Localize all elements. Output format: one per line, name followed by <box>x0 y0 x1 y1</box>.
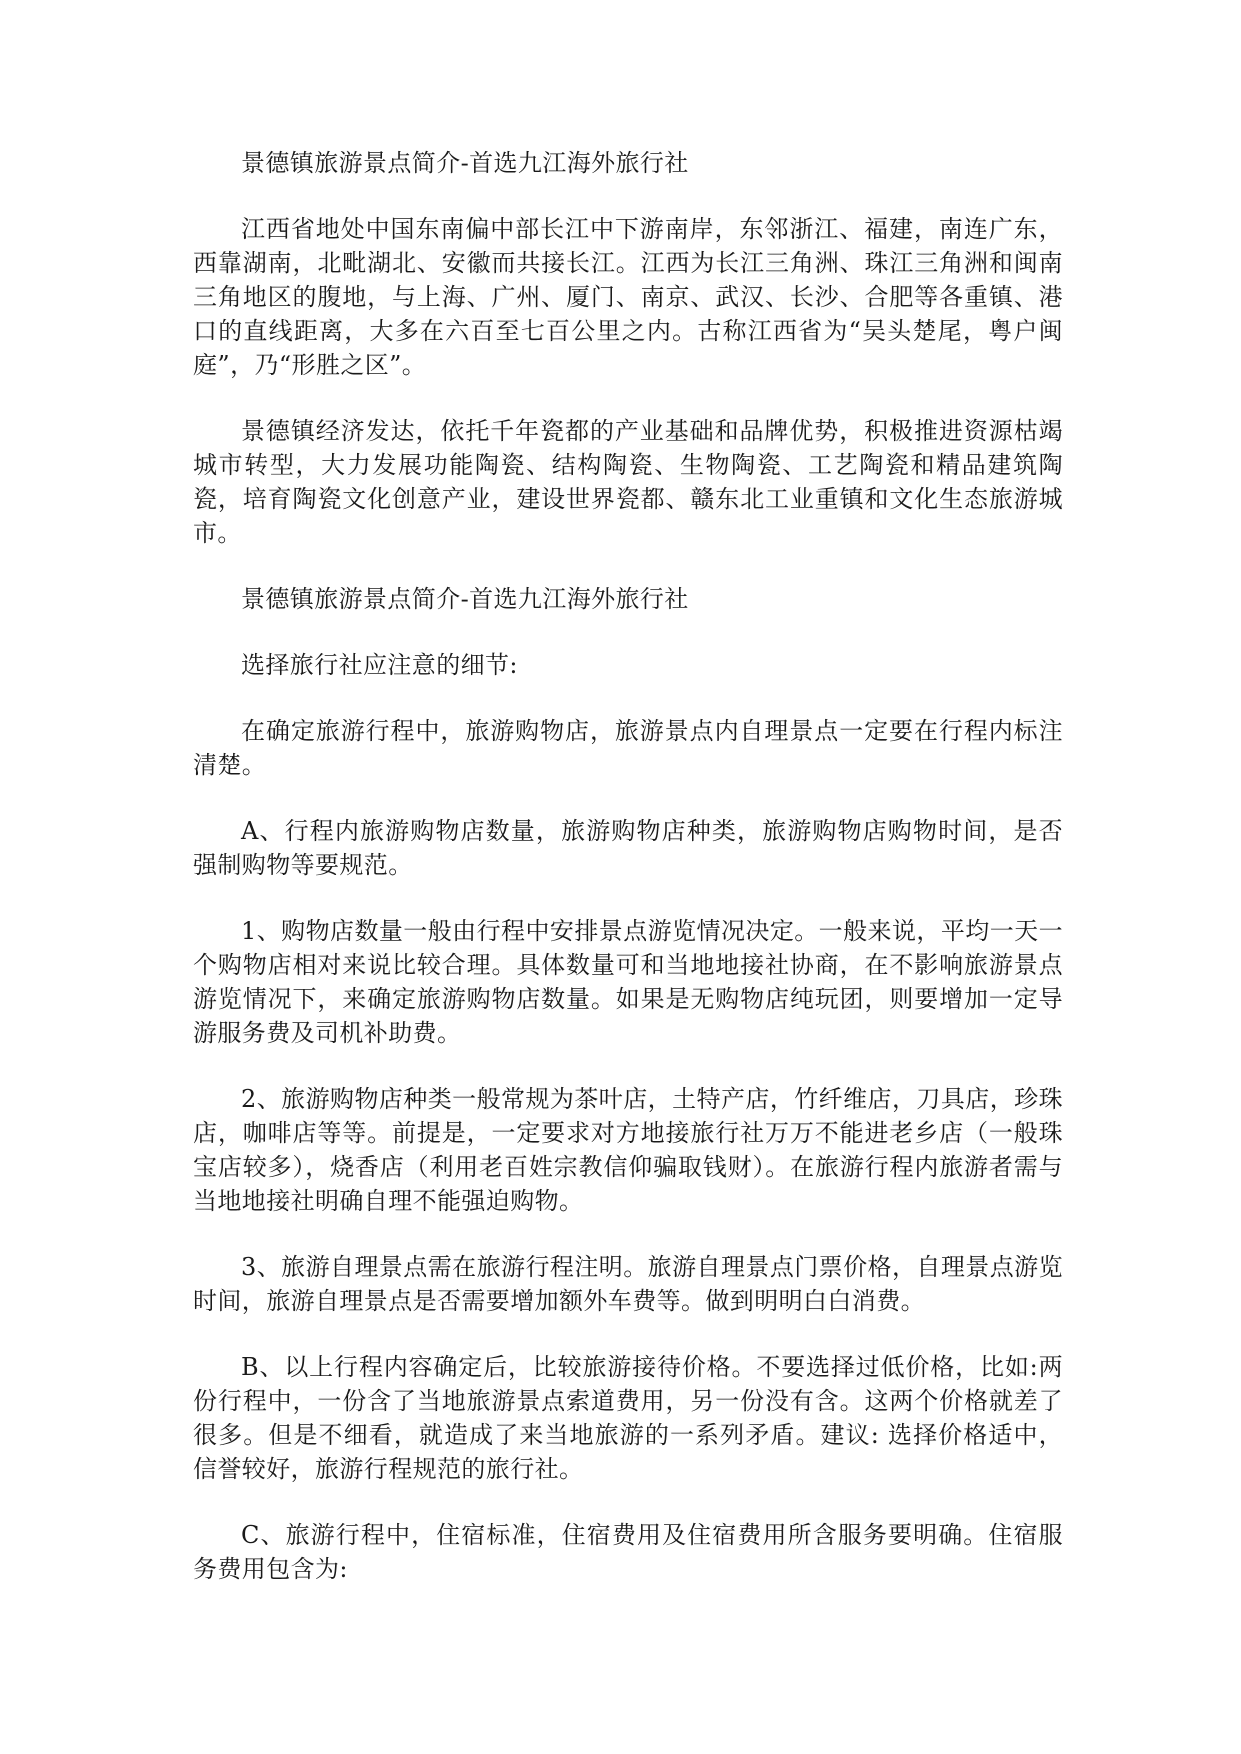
document-body <box>193 146 1063 1586</box>
item-c-accommodation: C、旅游行程中，住宿标准，住宿费用及住宿费用所含服务要明确。住宿服务费用包含为: <box>193 1521 1063 1583</box>
item-1-shop-count: 1、购物店数量一般由行程中安排景点游览情况决定。一般来说，平均一天一个购物店相对来说比较合理。具体数量可和当地地接社协商，在不影响旅游景点游览情况下，来确定旅游购物店数量。如果是无购物店纯玩团，则要增加一定导游服务费及司机补助费。 <box>193 917 1063 1047</box>
item-a-shopping-rules: A、行程内旅游购物店数量，旅游购物店种类，旅游购物店购物时间，是否强制购物等要规范。 <box>193 817 1063 879</box>
item-3-self-paid-attractions: 3、旅游自理景点需在旅游行程注明。旅游自理景点门票价格，自理景点游览时间，旅游自理景点是否需要增加额外车费等。做到明明白白消费。 <box>193 1253 1063 1315</box>
paragraph-jingdezhen-economy: 景德镇经济发达，依托千年瓷都的产业基础和品牌优势，积极推进资源枯竭城市转型，大力发展功能陶瓷、结构陶瓷、生物陶瓷、工艺陶瓷和精品建筑陶瓷，培育陶瓷文化创意产业，建设世界瓷都、赣东北工业重镇和文化生态旅游城市。 <box>193 417 1063 547</box>
section-heading-details: 选择旅行社应注意的细节: <box>241 651 518 679</box>
title-line-repeat: 景德镇旅游景点简介-首选九江海外旅行社 <box>241 585 689 613</box>
paragraph-itinerary-notes: 在确定旅游行程中，旅游购物店，旅游景点内自理景点一定要在行程内标注清楚。 <box>193 717 1063 779</box>
item-b-price-comparison: B、以上行程内容确定后，比较旅游接待价格。不要选择过低价格，比如:两份行程中，一份含了当地旅游景点索道费用，另一份没有含。这两个价格就差了很多。但是不细看，就造成了来当地旅游的一系列矛盾。建议: 选择价格适中，信誉较好，旅游行程规范的旅行社。 <box>193 1353 1063 1483</box>
item-2-shop-types: 2、旅游购物店种类一般常规为茶叶店，土特产店，竹纤维店，刀具店，珍珠店，咖啡店等等。前提是，一定要求对方地接旅行社万万不能进老乡店（一般珠宝店较多），烧香店（利用老百姓宗教信仰骗取钱财）。在旅游行程内旅游者需与当地地接社明确自理不能强迫购物。 <box>193 1085 1063 1215</box>
title-line: 景德镇旅游景点简介-首选九江海外旅行社 <box>241 149 689 177</box>
paragraph-jiangxi-location: 江西省地处中国东南偏中部长江中下游南岸，东邻浙江、福建，南连广东，西靠湖南，北毗湖北、安徽而共接长江。江西为长江三角洲、珠江三角洲和闽南三角地区的腹地，与上海、广州、厦门、南京、武汉、长沙、合肥等各重镇、港口的直线距离，大多在六百至七百公里之内。古称江西省为“吴头楚尾，粤户闽庭”，乃“形胜之区”。 <box>193 215 1063 379</box>
